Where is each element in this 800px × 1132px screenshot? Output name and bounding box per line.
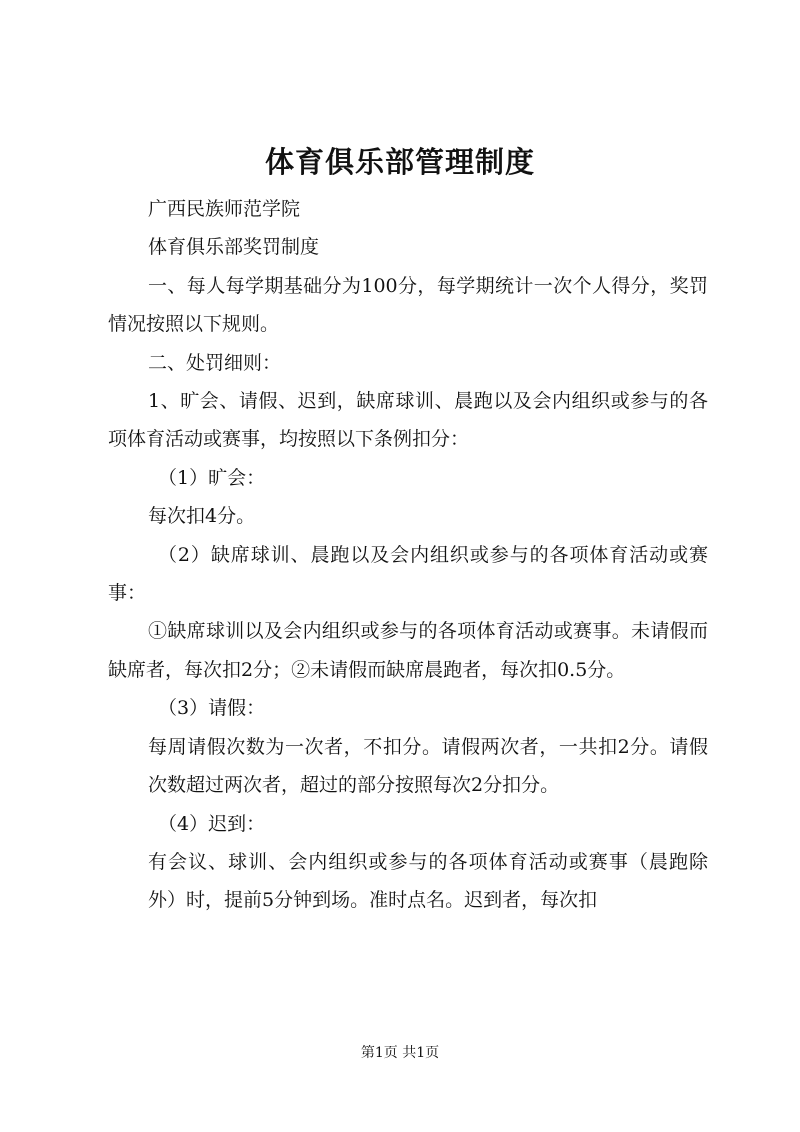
paragraph-sub-item-1-heading: （1）旷会：	[158, 466, 266, 489]
paragraph-sub-item-3-heading: （3）请假：	[158, 697, 266, 720]
paragraph-item-one: 1、旷会、请假、迟到，缺席球训、晨跑以及会内组织或参与的各项体育活动或赛事，均按照以下条例扣分：	[108, 390, 708, 451]
paragraph-section-two: 二、处罚细则：	[148, 351, 282, 374]
paragraph-sub-item-1-detail: 每次扣4分。	[148, 505, 256, 528]
document-title: 体育俱乐部管理制度	[264, 145, 535, 179]
paragraph-rule-one: 一、每人每学期基础分为100分，每学期统计一次个人得分，奖罚情况按照以下规则。	[108, 274, 708, 336]
paragraph-institution: 广西民族师范学院	[148, 198, 301, 220]
document-body	[108, 190, 708, 920]
paragraph-sub-item-2-heading: （2）缺席球训、晨跑以及会内组织或参与的各项体育活动或赛事：	[108, 543, 708, 605]
page-footer: 第1页 共1页	[360, 1045, 440, 1061]
paragraph-sub-item-4-heading: （4）迟到：	[158, 812, 266, 835]
paragraph-sub-item-4-detail: 有会议、球训、会内组织或参与的各项体育活动或赛事（晨跑除外）时，提前5分钟到场。准时点名。迟到者，每次扣	[148, 850, 708, 912]
paragraph-subtitle: 体育俱乐部奖罚制度	[148, 236, 320, 259]
paragraph-sub-item-3-detail: 每周请假次数为一次者，不扣分。请假两次者，一共扣2分。请假次数超过两次者，超过的部分按照每次2分扣分。	[148, 735, 708, 797]
paragraph-sub-item-2-detail: ①缺席球训以及会内组织或参与的各项体育活动或赛事。未请假而缺席者，每次扣2分；②未请假而缺席晨跑者，每次扣0.5分。	[108, 620, 708, 681]
